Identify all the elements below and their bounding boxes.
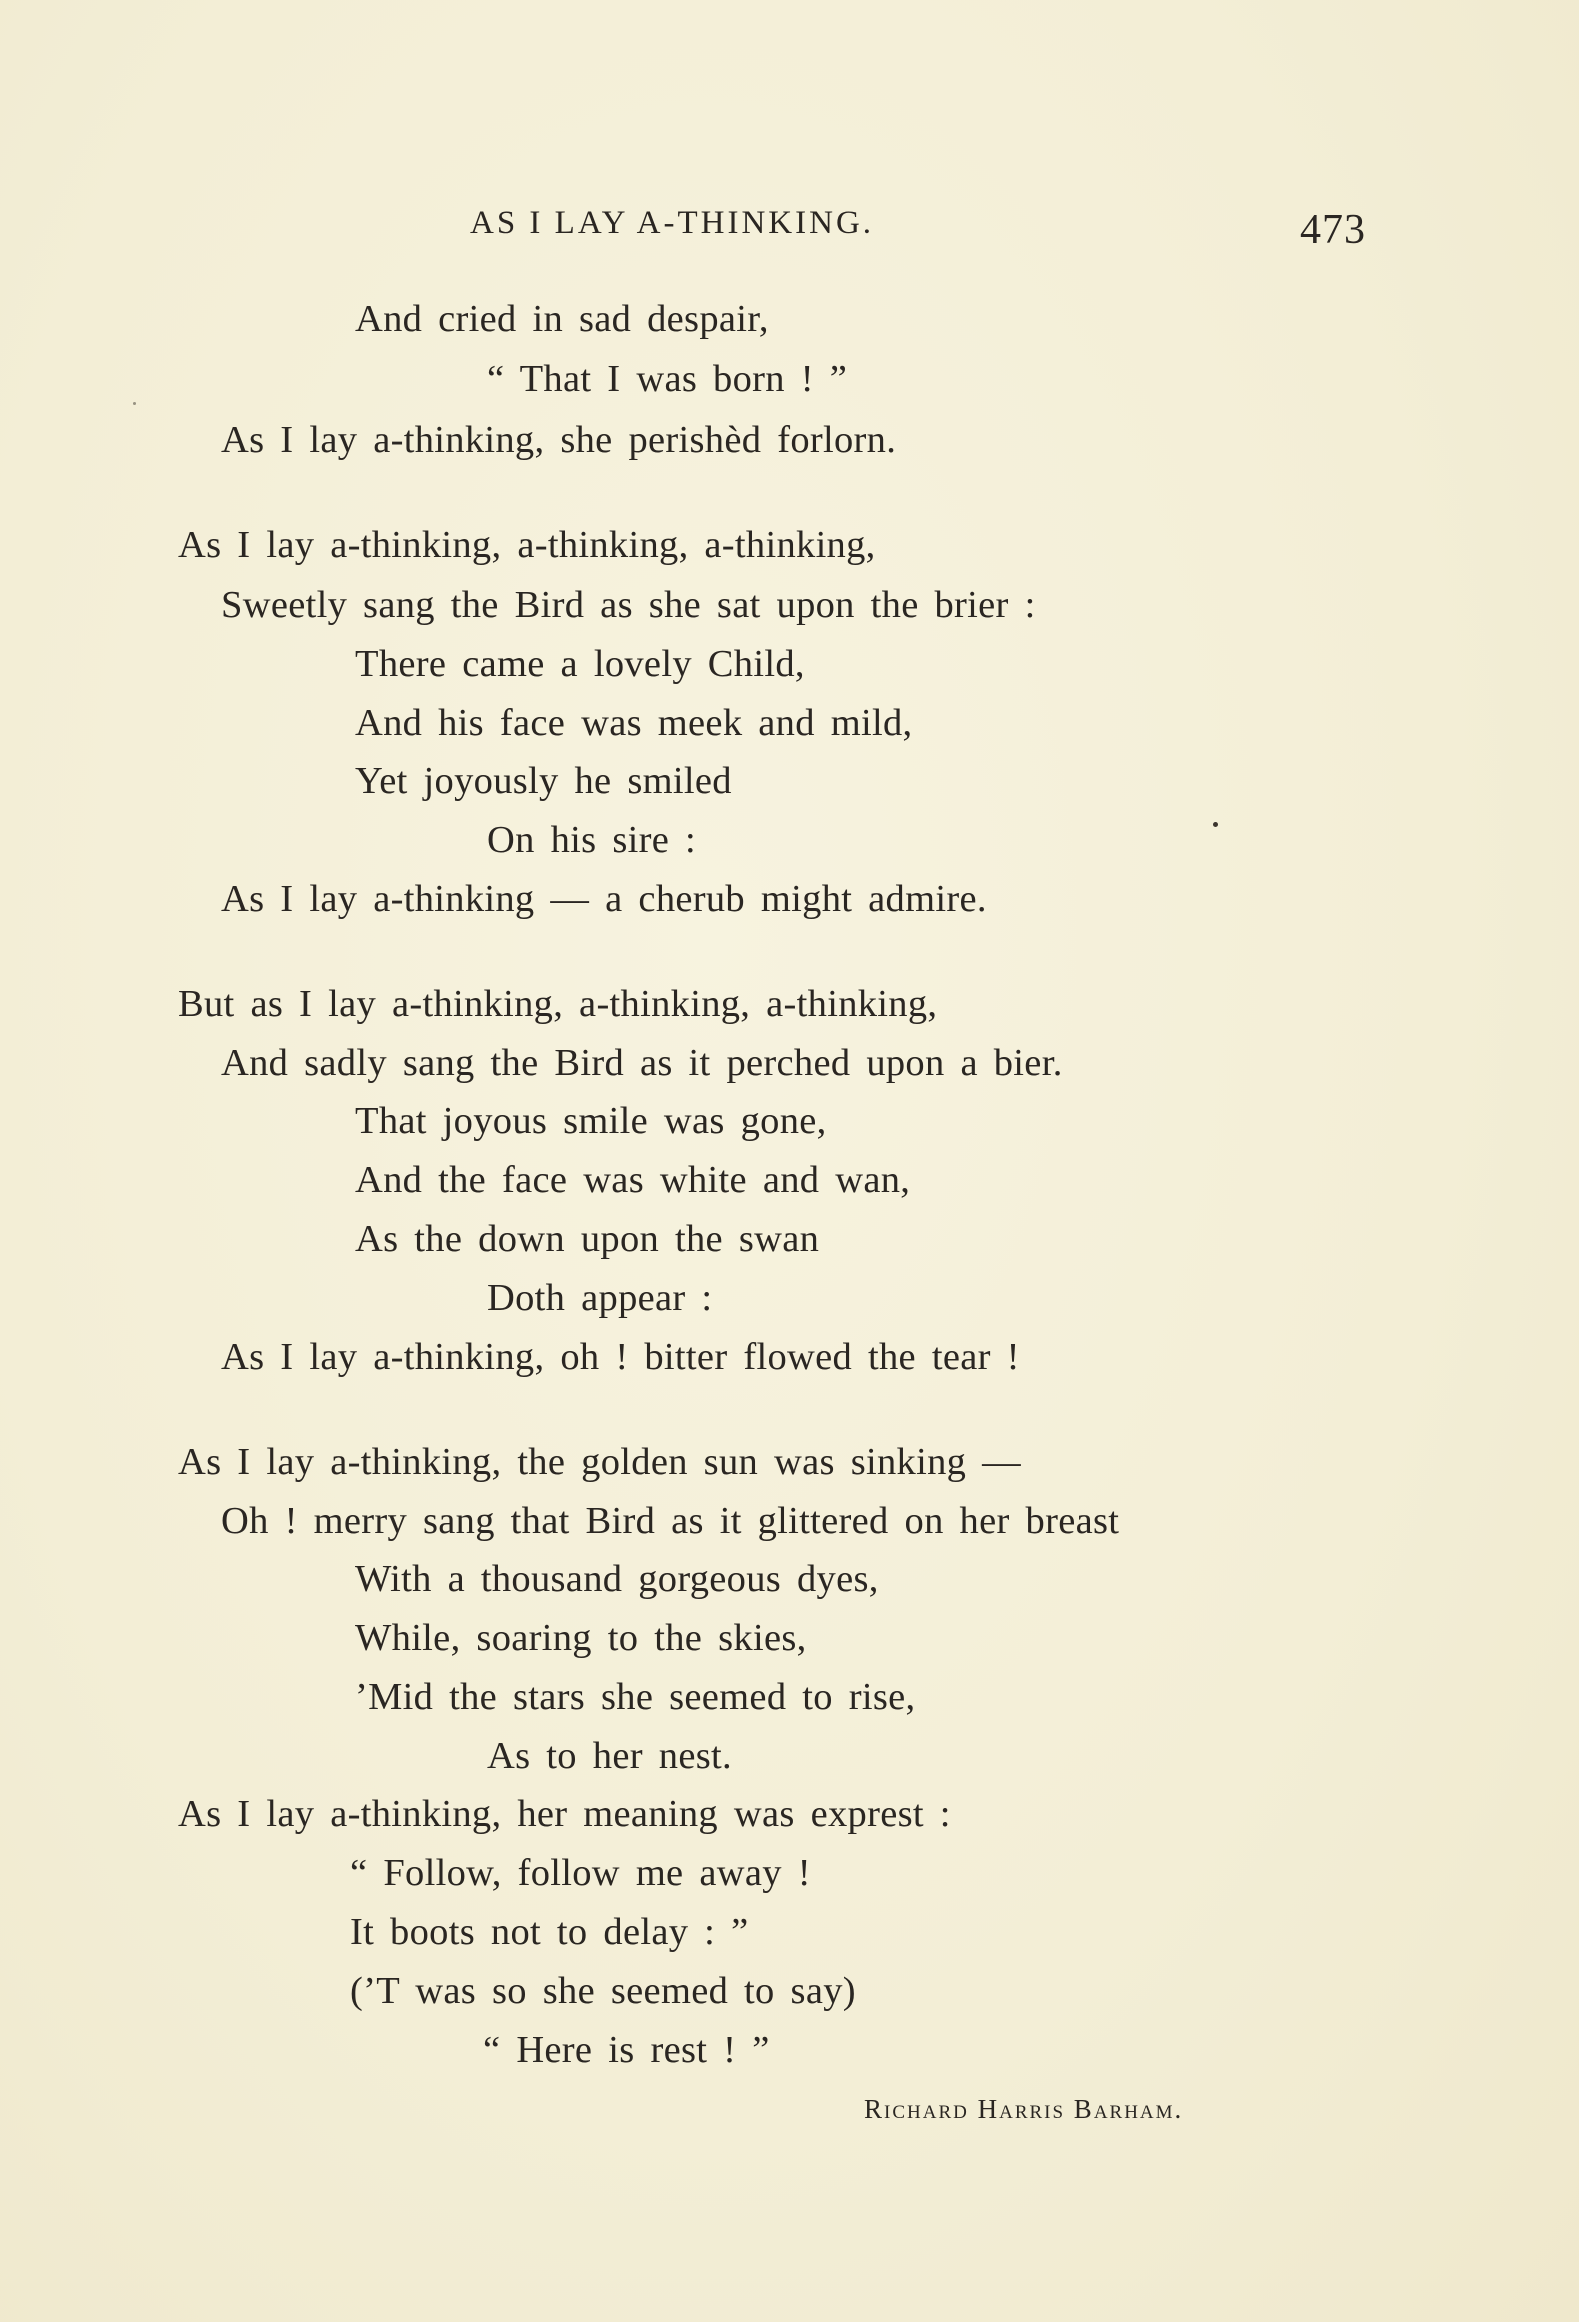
poem-line: As I lay a-thinking, her meaning was exprest : — [178, 1793, 951, 1835]
poem-line: ’Mid the stars she seemed to rise, — [355, 1676, 916, 1718]
poem-line: On his sire : — [487, 819, 697, 861]
poem-line: (’T was so she seemed to say) — [350, 1970, 856, 2012]
poem-line: “ That I was born ! ” — [487, 358, 848, 400]
poem-line: Oh ! merry sang that Bird as it glittered on her breast — [221, 1500, 1120, 1542]
poem-line: And cried in sad despair, — [355, 298, 769, 340]
poem-line: While, soaring to the skies, — [355, 1617, 807, 1659]
poem-line: As I lay a-thinking, the golden sun was sinking — — [178, 1441, 1021, 1483]
poem-line: And sadly sang the Bird as it perched upon a bier. — [221, 1042, 1063, 1084]
poem-line: As I lay a-thinking, a-thinking, a-thinking, — [178, 524, 876, 566]
poem-line: As I lay a-thinking, she perishèd forlorn. — [221, 419, 897, 461]
poem-line: But as I lay a-thinking, a-thinking, a-thinking, — [178, 983, 938, 1025]
paper-speck — [133, 402, 136, 405]
page-number: 473 — [1300, 207, 1366, 253]
poem-line: Doth appear : — [487, 1277, 713, 1319]
poem-line: And his face was meek and mild, — [355, 702, 913, 744]
poem-line: “ Follow, follow me away ! — [350, 1852, 811, 1894]
poem-line: And the face was white and wan, — [355, 1159, 911, 1201]
running-title: AS I LAY A-THINKING. — [470, 205, 875, 241]
poem-line: As I lay a-thinking — a cherub might admire. — [221, 878, 987, 920]
poem-line: That joyous smile was gone, — [355, 1100, 827, 1142]
poem-line: There came a lovely Child, — [355, 643, 805, 685]
poem-line: As I lay a-thinking, oh ! bitter flowed the tear ! — [221, 1336, 1020, 1378]
poem-line: With a thousand gorgeous dyes, — [355, 1558, 879, 1600]
poem-line: Sweetly sang the Bird as she sat upon the brier : — [221, 584, 1036, 626]
paper-speck — [1213, 822, 1218, 827]
poem-line: As to her nest. — [487, 1735, 732, 1777]
poem-line: As the down upon the swan — [355, 1218, 820, 1260]
poem-line: “ Here is rest ! ” — [483, 2029, 770, 2071]
poem-line: It boots not to delay : ” — [350, 1911, 749, 1953]
author-attribution: Richard Harris Barham. — [864, 2094, 1184, 2124]
poem-line: Yet joyously he smiled — [355, 760, 732, 802]
